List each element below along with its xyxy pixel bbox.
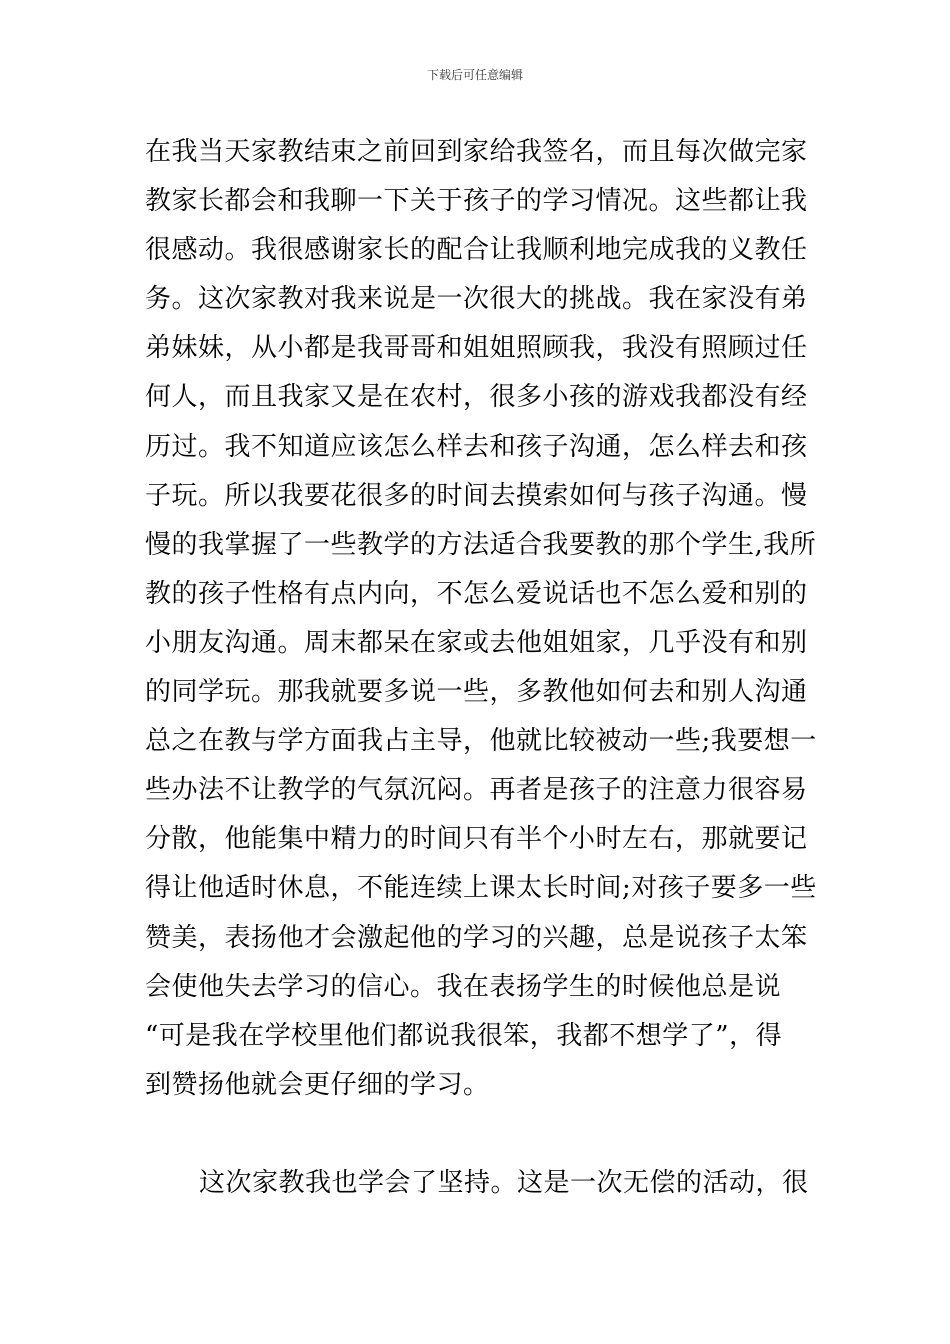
text-line: 很感动。我很感谢家长的配合让我顺利地完成我的义教任 (145, 235, 808, 266)
text-line: 些办法不让教学的气氛沉闷。再者是孩子的注意力很容易 (145, 775, 808, 806)
paragraph-1 (145, 128, 817, 1110)
text-line: 赞美，表扬他才会激起他的学习的兴趣，总是说孩子太笨 (145, 922, 808, 953)
paragraph-gap (145, 1110, 810, 1159)
text-line: 子玩。所以我要花很多的时间去摸索如何与孩子沟通。慢 (145, 480, 808, 511)
text-line: 历过。我不知道应该怎么样去和孩子沟通，怎么样去和孩 (145, 431, 808, 462)
text-line: 会使他失去学习的信心。我在表扬学生的时候他总是说 (145, 971, 782, 1002)
text-line: 的同学玩。那我就要多说一些，多教他如何去和别人沟通 (145, 677, 808, 708)
text-line: 何人，而且我家又是在农村，很多小孩的游戏我都没有经 (145, 382, 808, 413)
text-line: 慢的我掌握了一些教学的方法适合我要教的那个学生,我所 (145, 529, 817, 560)
text-line: 教的孩子性格有点内向，不怎么爱说话也不怎么爱和别的 (145, 578, 808, 609)
document-body (145, 128, 817, 1208)
page-header: 下载后可任意编辑 (426, 68, 523, 82)
text-line: 教家长都会和我聊一下关于孩子的学习情况。这些都让我 (145, 186, 808, 217)
text-line: 总之在教与学方面我占主导，他就比较被动一些;我要想一 (145, 726, 817, 757)
text-line: 小朋友沟通。周末都呆在家或去他姐姐家，几乎没有和别 (145, 627, 808, 658)
text-line: “可是我在学校里他们都说我很笨，我都不想学了”，得 (145, 1020, 783, 1051)
text-line: 务。这次家教对我来说是一次很大的挑战。我在家没有弟 (145, 284, 808, 315)
text-line: 到赞扬他就会更仔细的学习。 (145, 1069, 490, 1100)
text-line: 得让他适时休息，不能连续上课太长时间;对孩子要多一些 (145, 873, 817, 904)
text-line: 弟妹妹，从小都是我哥哥和姐姐照顾我，我没有照顾过任 (145, 333, 808, 364)
text-line: 在我当天家教结束之前回到家给我签名，而且每次做完家 (145, 137, 808, 167)
text-line: 分散，他能集中精力的时间只有半个小时左右，那就要记 (145, 824, 808, 855)
text-line: 这次家教我也学会了坚持。这是一次无偿的活动，很 (199, 1167, 809, 1198)
paragraph-2 (145, 1159, 810, 1208)
